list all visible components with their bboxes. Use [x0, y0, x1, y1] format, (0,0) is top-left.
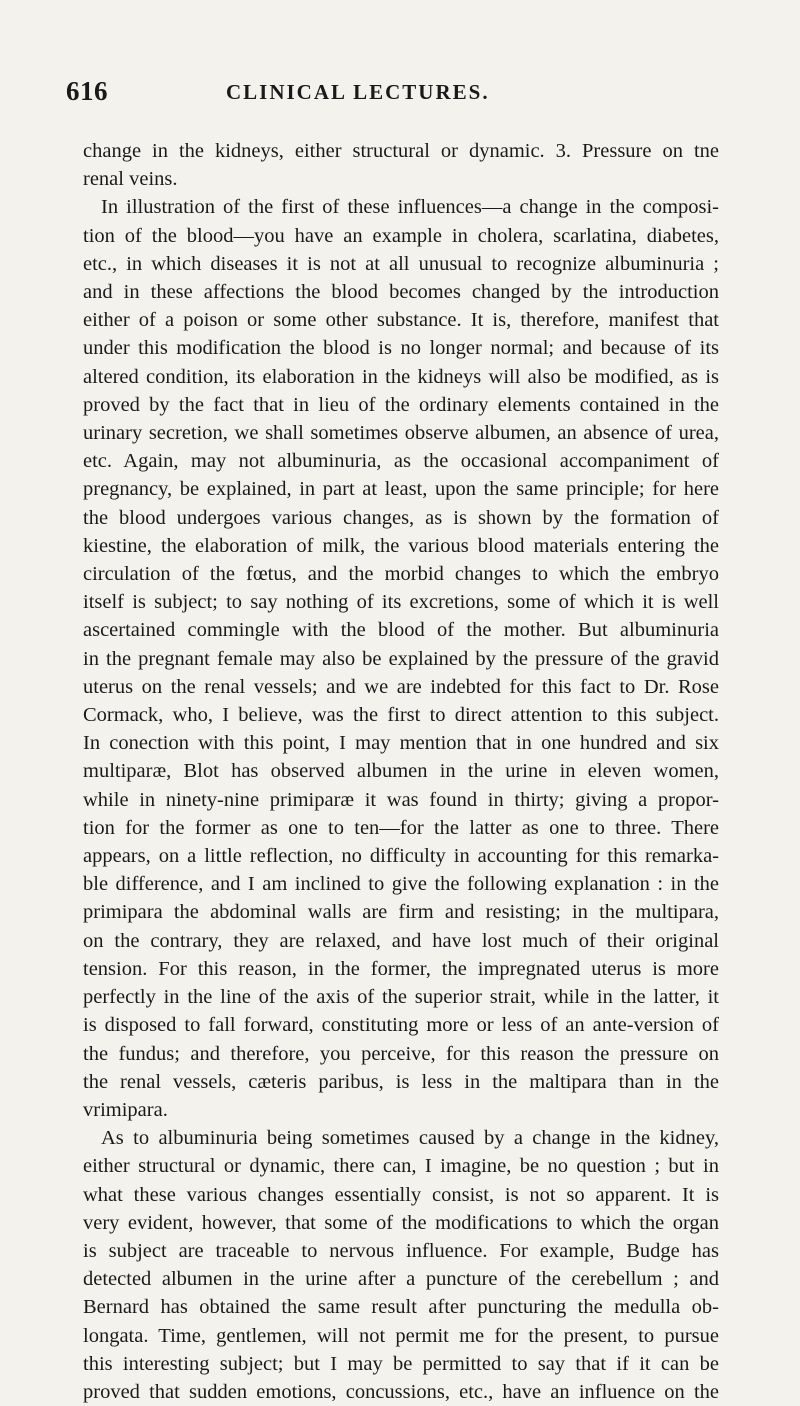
page-number: 616 [66, 76, 108, 106]
text-line: In conection with this point, I may mention that in one hundred and six [83, 732, 719, 755]
running-title: CLINICAL LECTURES. [226, 80, 490, 104]
text-line: either structural or dynamic, there can, I imagine, be no question ; but in [83, 1155, 719, 1178]
text-line: while in ninety-nine primiparæ it was found in thirty; giving a propor- [83, 788, 719, 811]
text-line: under this modification the blood is no longer normal; and because of its [83, 337, 719, 360]
text-line: detected albumen in the urine after a puncture of the cerebellum ; and [83, 1268, 719, 1291]
text-line: and in these affections the blood becomes changed by the introduction [83, 281, 719, 304]
text-line: on the contrary, they are relaxed, and have lost much of their original [83, 929, 719, 952]
text-line: either of a poison or some other substance. It is, therefore, manifest that [83, 309, 719, 332]
text-line: is disposed to fall forward, constituting more or less of an ante-version of [83, 1014, 719, 1037]
text-line: proved by the fact that in lieu of the ordinary elements contained in the [83, 393, 719, 416]
text-line: Bernard has obtained the same result after puncturing the medulla ob- [83, 1296, 719, 1319]
text-line: the fundus; and therefore, you perceive, for this reason the pressure on [83, 1042, 719, 1065]
body-text [83, 137, 719, 1406]
text-line: itself is subject; to say nothing of its excretions, some of which it is well [83, 591, 719, 614]
text-line: uterus on the renal vessels; and we are indebted for this fact to Dr. Rose [83, 675, 719, 698]
text-line: change in the kidneys, either structural or dynamic. 3. Pressure on tne [83, 140, 719, 162]
text-line: multiparæ, Blot has observed albumen in the urine in eleven women, [83, 760, 719, 783]
text-line: tion for the former as one to ten—for the latter as one to three. There [83, 816, 719, 839]
text-line: the blood undergoes various changes, as is shown by the formation of [83, 506, 719, 529]
text-line: etc. Again, may not albuminuria, as the occasional accompaniment of [83, 450, 719, 473]
text-line: circulation of the fœtus, and the morbid changes to which the embryo [83, 563, 719, 586]
text-line: appears, on a little reflection, no difficulty in accounting for this remarka- [83, 845, 719, 868]
text-line: In illustration of the first of these influences—a change in the composi- [101, 196, 719, 219]
text-line: the renal vessels, cæteris paribus, is less in the maltipara than in the [83, 1070, 719, 1093]
text-line: urinary secretion, we shall sometimes observe albumen, an absence of urea, [83, 422, 719, 445]
text-line: longata. Time, gentlemen, will not permit me for the present, to pursue [83, 1324, 719, 1347]
text-line: this interesting subject; but I may be permitted to say that if it can be [83, 1352, 719, 1375]
text-line: perfectly in the line of the axis of the superior strait, while in the latter, it [83, 986, 719, 1009]
text-line: what these various changes essentially consist, is not so apparent. It is [83, 1183, 719, 1206]
text-line: As to albuminuria being sometimes caused by a change in the kidney, [101, 1127, 719, 1150]
text-line: tension. For this reason, in the former, the impregnated uterus is more [83, 957, 719, 980]
text-line: Cormack, who, I believe, was the first to direct attention to this subject. [83, 704, 719, 727]
text-line: pregnancy, be explained, in part at least, upon the same principle; for here [83, 478, 719, 501]
text-line: is subject are traceable to nervous influence. For example, Budge has [83, 1239, 719, 1262]
text-line: proved that sudden emotions, concussions, etc., have an influence on the [83, 1380, 719, 1403]
text-line: vrimipara. [83, 1098, 168, 1121]
text-line: very evident, however, that some of the modifications to which the organ [83, 1211, 719, 1234]
text-line: in the pregnant female may also be explained by the pressure of the gravid [83, 647, 719, 670]
text-line: kiestine, the elaboration of milk, the various blood materials entering the [83, 534, 719, 557]
text-line: renal veins. [83, 168, 178, 191]
text-line: ascertained commingle with the blood of the mother. But albuminuria [83, 619, 719, 642]
text-line: primipara the abdominal walls are firm and resisting; in the multipara, [83, 901, 719, 924]
page-header [66, 76, 741, 112]
text-line: altered condition, its elaboration in the kidneys will also be modified, as is [83, 365, 719, 388]
text-line: ble difference, and I am inclined to give the following explanation : in the [83, 873, 719, 896]
text-line: etc., in which diseases it is not at all unusual to recognize albuminuria ; [83, 252, 719, 275]
text-line: tion of the blood—you have an example in cholera, scarlatina, diabetes, [83, 224, 719, 247]
